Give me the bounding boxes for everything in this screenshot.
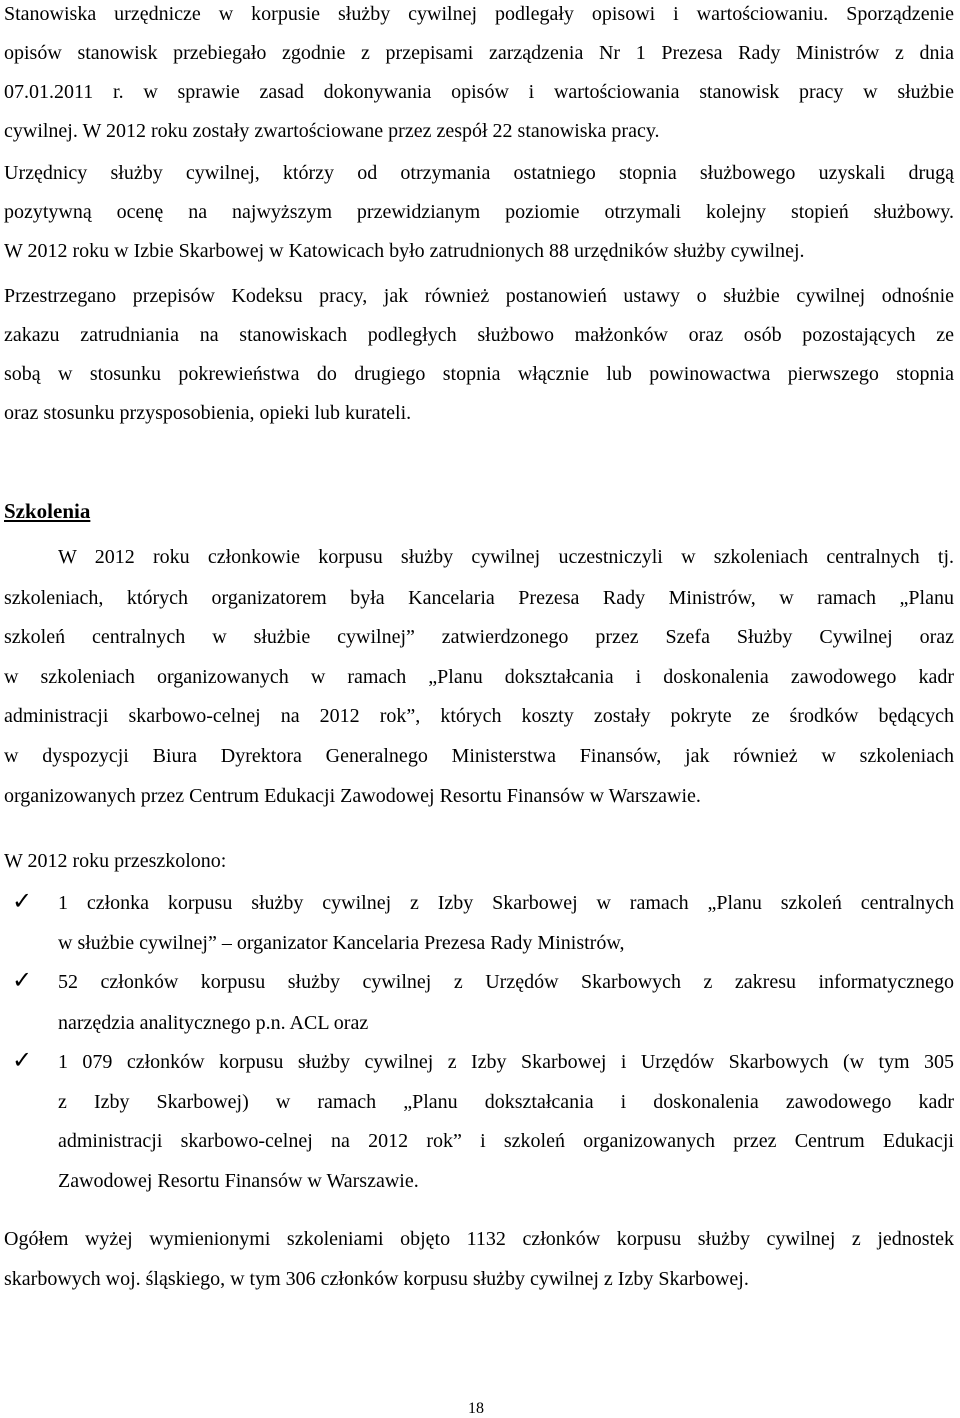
list-item-line: administracji skarbowo-celnej na 2012 rok” i szkoleń organizowanych przez Centrum Edukacji xyxy=(58,1130,954,1152)
list-item-line: w służbie cywilnej” – organizator Kancelaria Prezesa Rady Ministrów, xyxy=(58,932,625,954)
paragraph-line: Stanowiska urzędnicze w korpusie służby cywilnej podlegały opisowi i wartościowaniu. Sporządzenie xyxy=(4,3,954,25)
paragraph-line: szkoleń centralnych w służbie cywilnej” zatwierdzonego przez Szefa Służby Cywilnej oraz xyxy=(4,626,954,648)
paragraph-line: w dyspozycji Biura Dyrektora Generalnego Ministerstwa Finansów, jak również w szkoleniach xyxy=(4,745,954,767)
paragraph-line: Ogółem wyżej wymienionymi szkoleniami objęto 1132 członków korpusu służby cywilnej z jednostek xyxy=(4,1228,954,1250)
paragraph-line: pozytywną ocenę na najwyższym przewidzianym poziomie otrzymali kolejny stopień służbowy. xyxy=(4,201,954,223)
checkmark-icon: ✓ xyxy=(12,968,33,994)
paragraph-line: W 2012 roku przeszkolono: xyxy=(4,850,227,872)
paragraph-line: skarbowych woj. śląskiego, w tym 306 członków korpusu służby cywilnej z Izby Skarbowej. xyxy=(4,1268,749,1290)
list-item-line: 1 079 członków korpusu służby cywilnej z Izby Skarbowej i Urzędów Skarbowych (w tym 305 xyxy=(58,1051,954,1073)
page-number: 18 xyxy=(468,1400,484,1417)
list-item-line: z Izby Skarbowej) w ramach „Planu dokształcania i doskonalenia zawodowego kadr xyxy=(58,1091,954,1113)
paragraph-line: sobą w stosunku pokrewieństwa do drugiego stopnia włącznie lub powinowactwa pierwszego stopnia xyxy=(4,363,954,385)
paragraph-line: oraz stosunku przysposobienia, opieki lub kurateli. xyxy=(4,402,412,424)
list-item-line: 1 członka korpusu służby cywilnej z Izby Skarbowej w ramach „Planu szkoleń centralnych xyxy=(58,892,954,914)
paragraph-line: 07.01.2011 r. w sprawie zasad dokonywania opisów i wartościowania stanowisk pracy w służbie xyxy=(4,81,954,103)
paragraph-line: opisów stanowisk przebiegało zgodnie z przepisami zarządzenia Nr 1 Prezesa Rady Ministrów z dnia xyxy=(4,42,954,64)
paragraph-line: W 2012 roku w Izbie Skarbowej w Katowicach było zatrudnionych 88 urzędników służby cywilnej. xyxy=(4,240,805,262)
paragraph-line: organizowanych przez Centrum Edukacji Zawodowej Resortu Finansów w Warszawie. xyxy=(4,785,701,807)
paragraph-line: w szkoleniach organizowanych w ramach „Planu dokształcania i doskonalenia zawodowego kadr xyxy=(4,666,954,688)
paragraph-line: cywilnej. W 2012 roku zostały zwartościowane przez zespół 22 stanowiska pracy. xyxy=(4,120,660,142)
list-item-line: 52 członków korpusu służby cywilnej z Urzędów Skarbowych z zakresu informatycznego xyxy=(58,971,954,993)
list-item-line: narzędzia analitycznego p.n. ACL oraz xyxy=(58,1012,369,1034)
section-heading: Szkolenia xyxy=(4,499,91,523)
paragraph-line: W 2012 roku członkowie korpusu służby cywilnej uczestniczyli w szkoleniach centralnych tj. xyxy=(58,546,954,568)
paragraph-line: Przestrzegano przepisów Kodeksu pracy, jak również postanowień ustawy o służbie cywilnej odnośnie xyxy=(4,285,954,307)
paragraph-line: zakazu zatrudniania na stanowiskach podległych służbowo małżonków oraz osób pozostających ze xyxy=(4,324,954,346)
paragraph-line: administracji skarbowo-celnej na 2012 rok”, których koszty zostały pokryte ze środków będących xyxy=(4,705,954,727)
list-item-line: Zawodowej Resortu Finansów w Warszawie. xyxy=(58,1170,419,1192)
paragraph-line: szkoleniach, których organizatorem była Kancelaria Prezesa Rady Ministrów, w ramach „Planu xyxy=(4,587,954,609)
checkmark-icon: ✓ xyxy=(12,889,33,915)
paragraph-line: Urzędnicy służby cywilnej, którzy od otrzymania ostatniego stopnia służbowego uzyskali drugą xyxy=(4,162,954,184)
checkmark-icon: ✓ xyxy=(12,1048,33,1074)
